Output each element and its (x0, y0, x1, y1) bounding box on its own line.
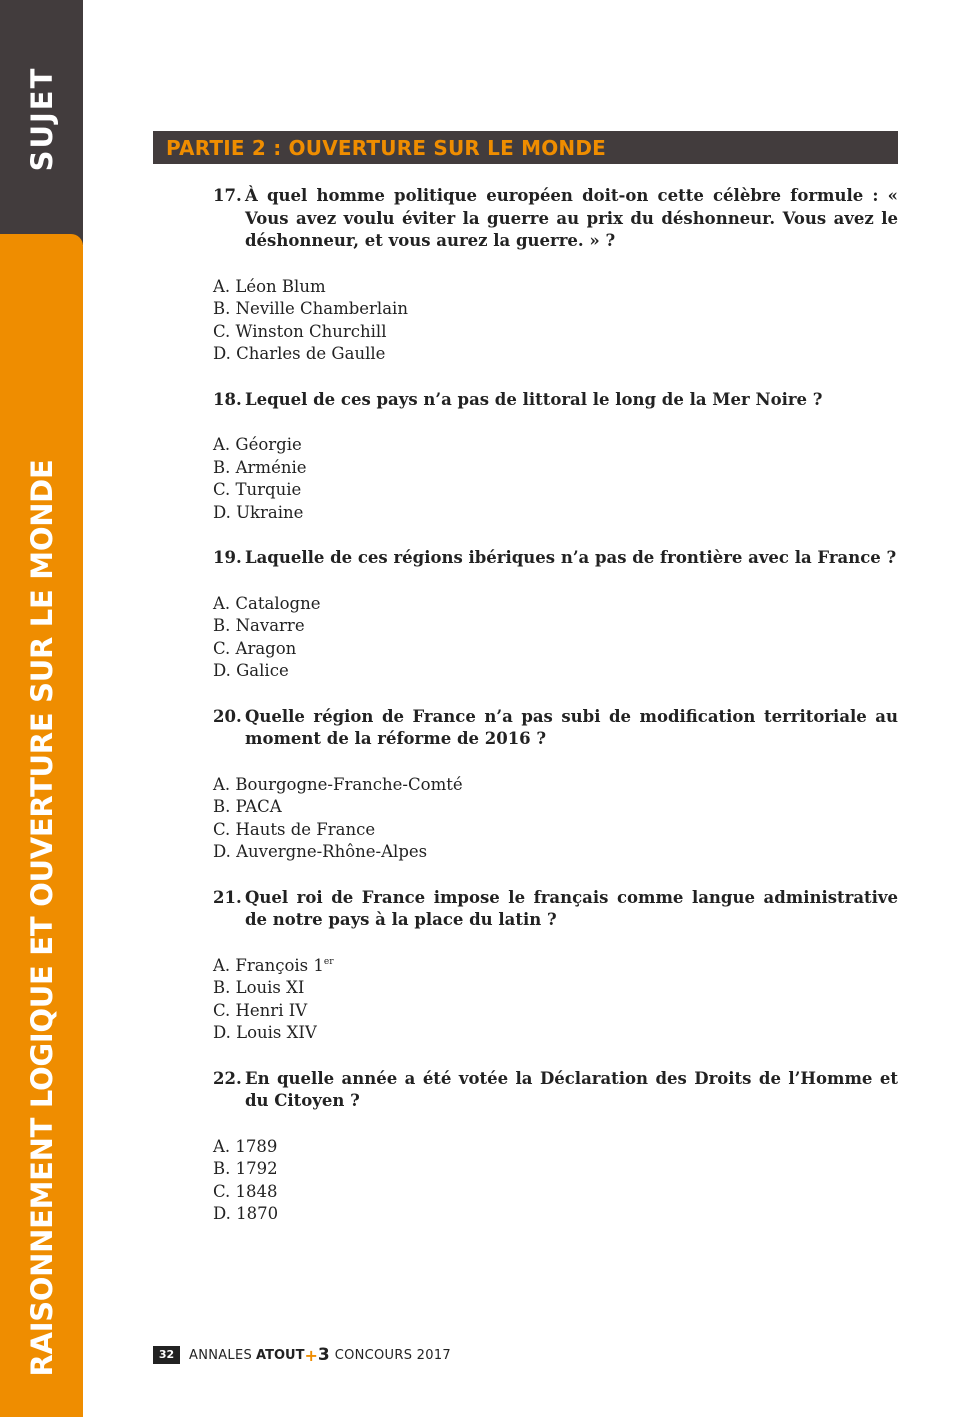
footer-prefix: ANNALES (189, 1347, 253, 1363)
question-number: 20. (213, 706, 242, 726)
answer-option: A. Bourgogne-Franche-Comté (213, 774, 463, 794)
answer-option: A. Catalogne (213, 593, 321, 613)
footer-brand-three: 3 (317, 1345, 330, 1365)
answer-option: B. Louis XI (213, 978, 305, 997)
answer-option: C. Aragon (213, 638, 297, 658)
question-number: 18. (213, 389, 242, 409)
answer-option (213, 955, 898, 978)
answer-option: D. Ukraine (213, 502, 304, 522)
question-21 (213, 887, 898, 932)
question-number: 22. (213, 1068, 242, 1088)
answer-option: C. Hauts de France (213, 819, 376, 839)
answer-option: D. Charles de Gaulle (213, 344, 386, 363)
sidebar-top-band (0, 0, 83, 245)
question-text: À quel homme politique européen doit-on cette célèbre formule : « Vous avez voulu éviter la guerre au prix du déshonneur. Vous avez le déshonneur, et vous aurez la guerre. » ? (245, 186, 898, 250)
part-title: PARTIE 2 : OUVERTURE SUR LE MONDE (166, 136, 607, 160)
question-text: Lequel de ces pays n’a pas de littoral le long de la Mer Noire ? (245, 389, 823, 409)
answer-list-18 (213, 434, 898, 524)
answer-option: A. Léon Blum (213, 276, 326, 296)
answer-option: C. 1848 (213, 1181, 278, 1201)
question-text: Quelle région de France n’a pas subi de modification territoriale au moment de la réforme de 2016 ? (245, 706, 898, 748)
answer-option: B. Neville Chamberlain (213, 299, 408, 318)
answer-list-21 (213, 955, 898, 1045)
answer-list-19 (213, 593, 898, 683)
answer-option: A. Géorgie (213, 435, 302, 454)
question-18 (213, 389, 898, 412)
footer-suffix: CONCOURS 2017 (334, 1347, 451, 1363)
question-text: En quelle année a été votée la Déclaration des Droits de l’Homme et du Citoyen ? (245, 1068, 898, 1110)
answer-option: B. PACA (213, 797, 282, 816)
answer-option: C. Winston Churchill (213, 321, 387, 341)
question-number: 21. (213, 887, 242, 907)
ordinal-superscript: er (323, 956, 334, 967)
answer-text: A. François 1 (213, 955, 324, 975)
answer-option: C. Henri IV (213, 1000, 308, 1020)
page-number: 32 (153, 1346, 180, 1364)
part-header (153, 131, 898, 164)
question-number: 17. (213, 186, 242, 205)
question-number: 19. (213, 548, 242, 567)
answer-option: B. 1792 (213, 1159, 278, 1178)
answer-option: B. Arménie (213, 457, 307, 477)
question-19 (213, 547, 898, 570)
answer-list-17 (213, 276, 898, 366)
answer-option: D. 1870 (213, 1204, 279, 1223)
answer-option: A. 1789 (213, 1136, 278, 1156)
answer-option: C. Turquie (213, 480, 302, 499)
answer-list-22 (213, 1136, 898, 1226)
sidebar-section-label: RAISONNEMENT LOGIQUE ET OUVERTURE SUR LE MONDE (25, 459, 59, 1377)
question-20 (213, 706, 898, 751)
answer-option: D. Louis XIV (213, 1023, 317, 1042)
question-17 (213, 185, 898, 253)
footer-brand: ATOUT (256, 1347, 305, 1363)
question-22 (213, 1068, 898, 1113)
answer-list-20 (213, 774, 898, 864)
question-list (213, 185, 898, 1226)
answer-option: B. Navarre (213, 616, 305, 635)
answer-option: D. Auvergne-Rhône-Alpes (213, 842, 428, 861)
page-footer (153, 1346, 451, 1364)
answer-option: D. Galice (213, 661, 289, 680)
question-text: Quel roi de France impose le français comme langue administrative de notre pays à la place du latin ? (245, 887, 898, 929)
footer-brand-plus: + (304, 1345, 318, 1365)
sidebar-top-label: SUJET (25, 66, 59, 172)
question-text: Laquelle de ces régions ibériques n’a pas de frontière avec la France ? (245, 548, 897, 567)
